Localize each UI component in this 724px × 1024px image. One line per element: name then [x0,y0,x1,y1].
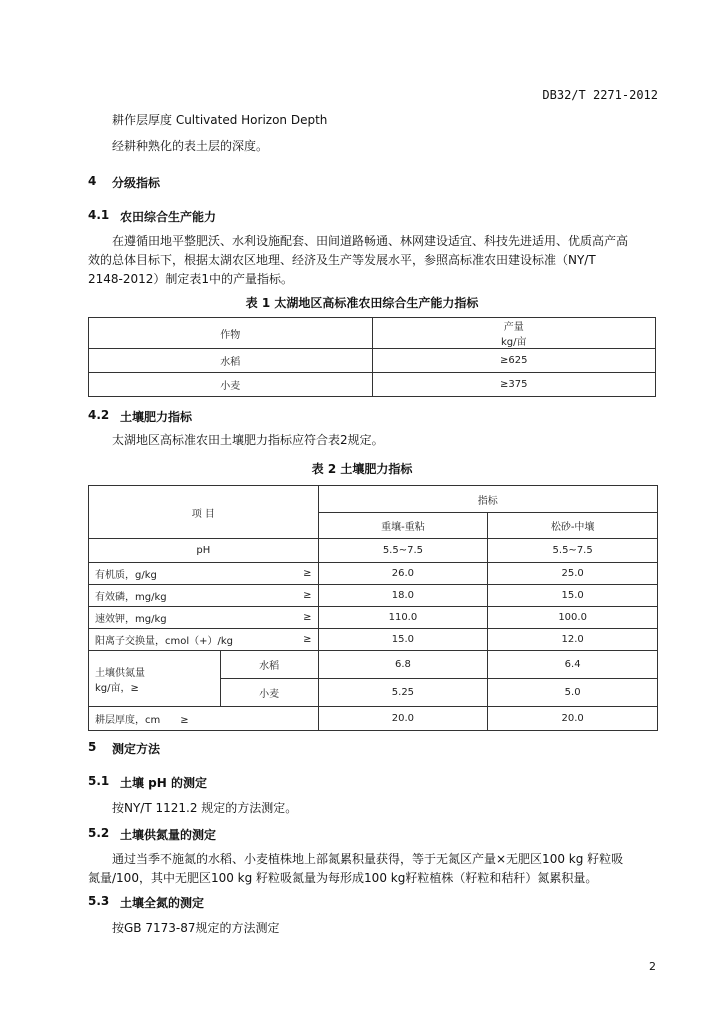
table-cell: 20.0 [318,707,488,731]
section-5-2-title: 土壤供氮量的测定 [120,828,217,842]
table-cell-nitrogen-label [89,651,221,707]
table-cell: 15.0 [488,585,658,607]
table-row [89,629,658,651]
yield-header-line1: 产量 [503,322,524,333]
para-line: 效的总体目标下，根据太湖农区地理、经济及生产等发展水平，参照高标准农田建设标准（NY/T [88,253,596,267]
table-cell: 12.0 [488,629,658,651]
table-cell: 小麦 [220,679,318,707]
table-cell: ≥625 [372,349,656,373]
row-label: 耕层厚度，cm [95,715,161,726]
yield-header-line2: kg/亩 [500,337,527,348]
table-cell: 5.0 [488,679,658,707]
table-cell: 18.0 [318,585,488,607]
table-2-caption: 表 2 土壤肥力指标 [311,462,413,476]
table-1 [88,317,656,397]
nitrogen-label-line1: 土壤供氮量 [95,667,145,679]
table-cell: 25.0 [488,563,658,585]
table-cell: 20.0 [488,707,658,731]
table-cell: 15.0 [318,629,488,651]
table-cell: 110.0 [318,607,488,629]
section-4-2-paragraph: 太湖地区高标准农田土壤肥力指标应符合表2规定。 [112,433,384,447]
para-line: 氮量/100，其中无肥区100 kg 籽粒吸氮量为每形成100 kg籽粒植株（籽粒和秸秆）氮累积量。 [88,871,598,885]
term-title: 耕作层厚度 Cultivated Horizon Depth [112,113,328,127]
table-row [89,651,658,679]
row-comparator: ≥ [303,590,312,601]
section-5-1-number: 5.1 [88,774,110,788]
table-header-heavy-clay: 重壤-重粘 [318,513,488,539]
section-5-heading: 测定方法 [112,742,161,756]
para-line: 2148-2012）制定表1中的产量指标。 [88,272,294,286]
section-5-2-paragraph [88,850,656,888]
section-5-1-paragraph: 按NY/T 1121.2 规定的方法测定。 [112,801,298,815]
table-1-caption: 表 1 太湖地区高标准农田综合生产能力指标 [245,296,479,310]
table-cell: ≥375 [372,373,656,397]
row-label: 有效磷，mg/kg [95,592,167,603]
section-5-1-title: 土壤 pH 的测定 [120,776,207,790]
table-cell [89,607,319,629]
table-row [89,607,658,629]
table-cell: 6.4 [488,651,658,679]
section-4-2-number: 4.2 [88,408,110,422]
table-cell [89,629,319,651]
row-label: 阳离子交换量，cmol（+）/kg [95,636,234,647]
table-cell: 100.0 [488,607,658,629]
table-cell: pH [89,539,319,563]
section-5-2-number: 5.2 [88,826,110,840]
table-cell: 小麦 [89,373,373,397]
section-4-number: 4 [88,174,97,188]
table-header-sandy-loam: 松砂-中壤 [488,513,658,539]
section-4-1-number: 4.1 [88,208,110,222]
row-comparator: ≥ [180,715,189,726]
row-comparator: ≥ [303,612,312,623]
table-cell: 5.5~7.5 [318,539,488,563]
table-cell: 5.25 [318,679,488,707]
table-header-yield [372,318,656,349]
term-definition: 经耕种熟化的表土层的深度。 [112,139,269,153]
para-line: 在遵循田地平整肥沃、水利设施配套、田间道路畅通、林网建设适宜、科技先进适用、优质高产高 [112,234,629,248]
section-4-heading: 分级指标 [112,176,161,190]
table-row [89,707,658,731]
table-row [89,585,658,607]
row-comparator: ≥ [303,634,312,645]
table-cell [89,585,319,607]
table-row [89,373,656,397]
para-line: 通过当季不施氮的水稻、小麦植株地上部氮累积量获得，等于无氮区产量×无肥区100 kg 籽粒吸 [112,852,624,866]
document-code: DB32/T 2271-2012 [542,88,658,102]
section-4-1-paragraph [88,232,656,289]
section-5-3-number: 5.3 [88,894,110,908]
table-2 [88,485,658,731]
section-5-number: 5 [88,740,97,754]
table-cell: 26.0 [318,563,488,585]
table-header-crop: 作物 [89,318,373,349]
page-number: 2 [649,960,656,973]
table-row [89,539,658,563]
table-cell [89,563,319,585]
table-cell: 6.8 [318,651,488,679]
table-row [89,486,658,513]
table-cell [89,707,319,731]
row-label: 速效钾，mg/kg [95,614,167,625]
table-header-item: 项 目 [89,486,319,539]
row-label: 有机质，g/kg [95,570,157,581]
table-cell: 水稻 [89,349,373,373]
table-cell: 水稻 [220,651,318,679]
table-row [89,318,656,349]
section-4-1-title: 农田综合生产能力 [120,210,217,224]
section-5-3-paragraph: 按GB 7173-87规定的方法测定 [112,921,280,935]
table-cell: 5.5~7.5 [488,539,658,563]
table-header-index: 指标 [318,486,657,513]
row-comparator: ≥ [303,568,312,579]
nitrogen-label-line2: kg/亩，≥ [95,682,139,694]
table-row [89,349,656,373]
table-row [89,563,658,585]
section-4-2-title: 土壤肥力指标 [120,410,193,424]
section-5-3-title: 土壤全氮的测定 [120,896,205,910]
